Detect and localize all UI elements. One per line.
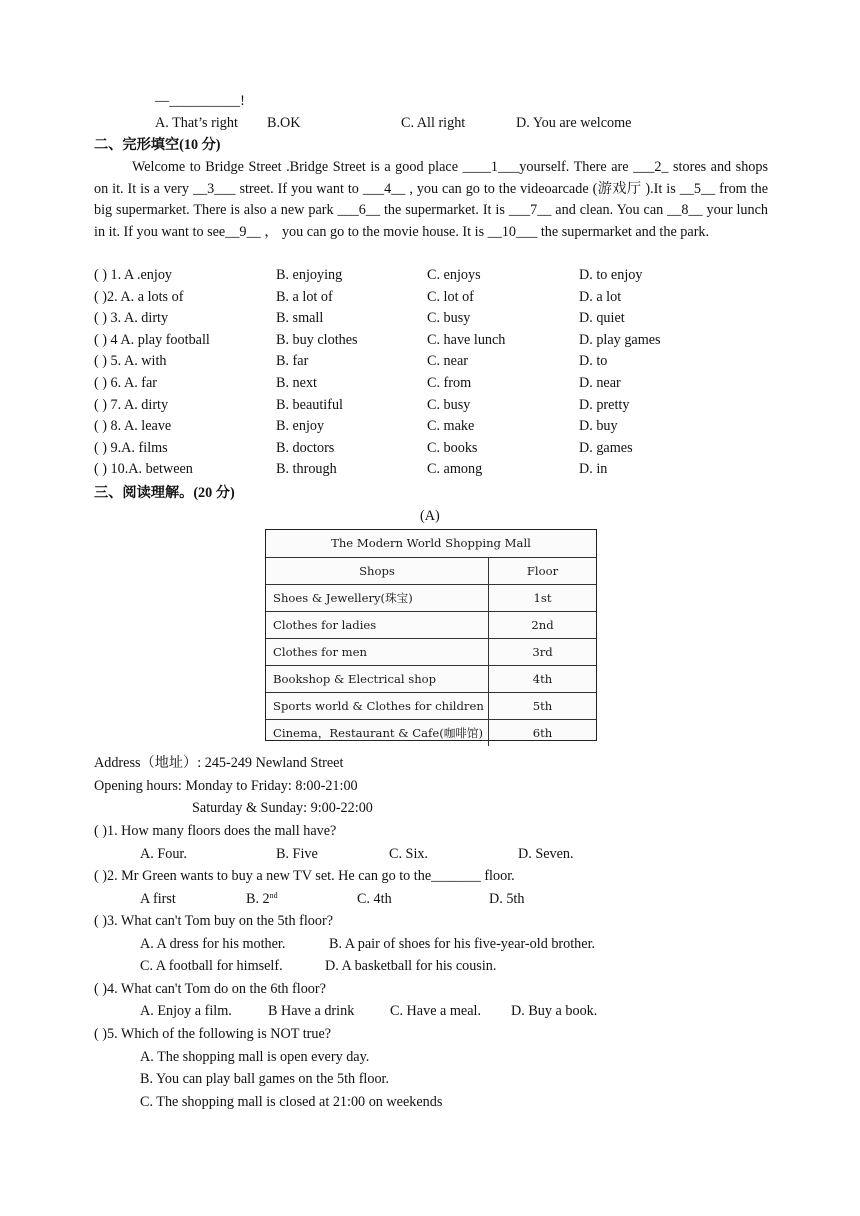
section3-heading: 三、阅读理解。(20 分) — [94, 485, 235, 501]
cloze-passage-text: Welcome to Bridge Street .Bridge Street is a good place ____1___yourself. There are ___2_ stores and shops on it. It is a very __3___ street. If you want to ___4__ , you can go to the videoarcade (游戏厅 ).It is __5__ from the big supermarket. There is also a new park ___6__ the supermarket. It is ___7__ and clean. You can __8__ your lunch in it. If you want to see__9__ ， you can go to the movie house. It is __10___ the supermarket and the park. — [94, 159, 768, 240]
col-floor-header: Floor — [526, 564, 559, 578]
floor-cell: 4th — [532, 672, 553, 686]
cloze-q6-option-c: C. from — [427, 375, 472, 391]
q1-option-b: B. Five — [276, 846, 318, 862]
cloze-passage — [94, 157, 768, 243]
q3-option-c: C. A football for himself. — [140, 958, 283, 974]
q2-option-c: C. 4th — [357, 891, 392, 907]
question-4: ( )4. What can't Tom do on the 6th floor? — [94, 981, 326, 997]
mall-address: Address（地址）: 245-249 Newland Street — [94, 755, 344, 771]
hours-weekday: Opening hours: Monday to Friday: 8:00-21:00 — [94, 778, 358, 794]
cloze-q6-question-number-option-a: ( ) 6. A. far — [94, 375, 158, 391]
cloze-q5-question-number-option-a: ( ) 5. A. with — [94, 353, 167, 370]
question-5: ( )5. Which of the following is NOT true? — [94, 1026, 332, 1042]
cloze-q7-option-d: D. pretty — [579, 396, 630, 413]
q2-option-b-main: B. 2 — [246, 891, 270, 907]
q4-option-a: A. Enjoy a film. — [140, 1003, 232, 1019]
part-label: (A) — [420, 508, 440, 524]
cloze-q10-option-d: D. in — [579, 461, 608, 478]
cloze-q2-option-c: C. lot of — [427, 288, 474, 305]
cloze-q10-option-b: B. through — [276, 461, 337, 478]
shop-cell: Cinema，Restaurant & Cafe(咖啡馆) — [266, 720, 489, 746]
cloze-q5-option-b: B. far — [276, 353, 309, 370]
floor-cell: 3rd — [532, 645, 553, 659]
question-3: ( )3. What can't Tom buy on the 5th floor? — [94, 913, 334, 929]
q5-option-b: B. You can play ball games on the 5th floor. — [140, 1071, 390, 1087]
section2-heading: 二、完形填空(10 分) — [94, 137, 221, 153]
cloze-q1-option-b: B. enjoying — [276, 267, 343, 283]
q5-option-a: A. The shopping mall is open every day. — [140, 1049, 370, 1065]
option-d: D. You are welcome — [516, 115, 632, 131]
option-b: B.OK — [267, 115, 301, 131]
cloze-q2-question-number-option-a: ( )2. A. a lots of — [94, 288, 184, 305]
floor-cell: 2nd — [531, 618, 554, 632]
cloze-q3-option-b: B. small — [276, 310, 324, 327]
cloze-q4-option-d: D. play games — [579, 331, 661, 348]
cloze-q4-question-number-option-a: ( ) 4 A. play football — [94, 331, 210, 348]
q3-option-b: B. A pair of shoes for his five-year-old brother. — [329, 936, 596, 952]
cloze-q3-option-d: D. quiet — [579, 310, 625, 327]
table-row — [266, 585, 596, 612]
col-shops-header: Shops — [266, 558, 489, 584]
shop-cell: Bookshop & Electrical shop — [266, 666, 489, 692]
hours-weekend: Saturday & Sunday: 9:00-22:00 — [192, 800, 373, 816]
cloze-q4-option-c: C. have lunch — [427, 331, 506, 348]
table-row — [266, 666, 596, 693]
cloze-q7-option-c: C. busy — [427, 396, 471, 413]
cloze-q9-option-c: C. books — [427, 439, 478, 456]
table-row — [266, 693, 596, 720]
cloze-q2-option-b: B. a lot of — [276, 288, 333, 305]
table-row — [266, 612, 596, 639]
mall-table-header — [266, 558, 596, 585]
table-row — [266, 639, 596, 666]
q4-option-c: C. Have a meal. — [390, 1003, 481, 1019]
q1-option-a: A. Four. — [140, 846, 187, 862]
floor-cell: 6th — [532, 726, 553, 740]
q3-option-a: A. A dress for his mother. — [140, 936, 286, 952]
cloze-q6-option-b: B. next — [276, 375, 317, 391]
q2-option-b-sup: nd — [269, 891, 278, 900]
option-c: C. All right — [401, 115, 466, 131]
cloze-q10-option-c: C. among — [427, 461, 483, 478]
cloze-q3-question-number-option-a: ( ) 3. A. dirty — [94, 310, 169, 327]
cloze-q8-option-d: D. buy — [579, 418, 618, 435]
cloze-q3-option-c: C. busy — [427, 310, 471, 327]
shop-cell: Sports world & Clothes for children — [266, 693, 489, 719]
cloze-q9-option-b: B. doctors — [276, 439, 335, 456]
q1-option-c: C. Six. — [389, 846, 429, 862]
mall-table — [265, 529, 597, 741]
floor-cell: 5th — [532, 699, 553, 713]
cloze-q6-option-d: D. near — [579, 375, 621, 391]
shop-cell: Shoes & Jewellery(珠宝) — [266, 585, 489, 611]
cloze-q1-option-d: D. to enjoy — [579, 267, 643, 283]
cloze-q2-option-d: D. a lot — [579, 288, 622, 305]
shop-cell: Clothes for ladies — [266, 612, 489, 638]
cloze-q5-option-d: D. to — [579, 353, 608, 370]
cloze-q4-option-b: B. buy clothes — [276, 331, 358, 348]
mall-table-title: The Modern World Shopping Mall — [266, 530, 596, 558]
cloze-q8-question-number-option-a: ( ) 8. A. leave — [94, 418, 172, 435]
q5-option-c: C. The shopping mall is closed at 21:00 on weekends — [140, 1094, 443, 1110]
q3-option-d: D. A basketball for his cousin. — [325, 958, 497, 974]
cloze-q10-question-number-option-a: ( ) 10.A. between — [94, 461, 193, 478]
cloze-q8-option-b: B. enjoy — [276, 418, 325, 435]
cloze-q1-question-number-option-a: ( ) 1. A .enjoy — [94, 267, 173, 283]
cloze-q8-option-c: C. make — [427, 418, 475, 435]
cloze-q7-option-b: B. beautiful — [276, 396, 343, 413]
question-1: ( )1. How many floors does the mall have? — [94, 823, 337, 839]
answer-blank-line: —__________! — [155, 93, 245, 109]
q2-option-a: A first — [140, 891, 176, 907]
cloze-q9-question-number-option-a: ( ) 9.A. films — [94, 439, 168, 456]
q1-option-d: D. Seven. — [518, 846, 574, 862]
q4-option-b: B Have a drink — [268, 1003, 355, 1019]
q2-option-b — [246, 892, 278, 906]
shop-cell: Clothes for men — [266, 639, 489, 665]
q2-option-d: D. 5th — [489, 891, 525, 907]
table-row — [266, 720, 596, 746]
q4-option-d: D. Buy a book. — [511, 1003, 598, 1019]
cloze-q1-option-c: C. enjoys — [427, 267, 481, 283]
cloze-q7-question-number-option-a: ( ) 7. A. dirty — [94, 396, 169, 413]
question-2: ( )2. Mr Green wants to buy a new TV set. He can go to the_______ floor. — [94, 868, 515, 884]
cloze-q9-option-d: D. games — [579, 439, 633, 456]
floor-cell: 1st — [533, 591, 552, 605]
cloze-q5-option-c: C. near — [427, 353, 468, 370]
option-a: A. That’s right — [155, 115, 238, 131]
